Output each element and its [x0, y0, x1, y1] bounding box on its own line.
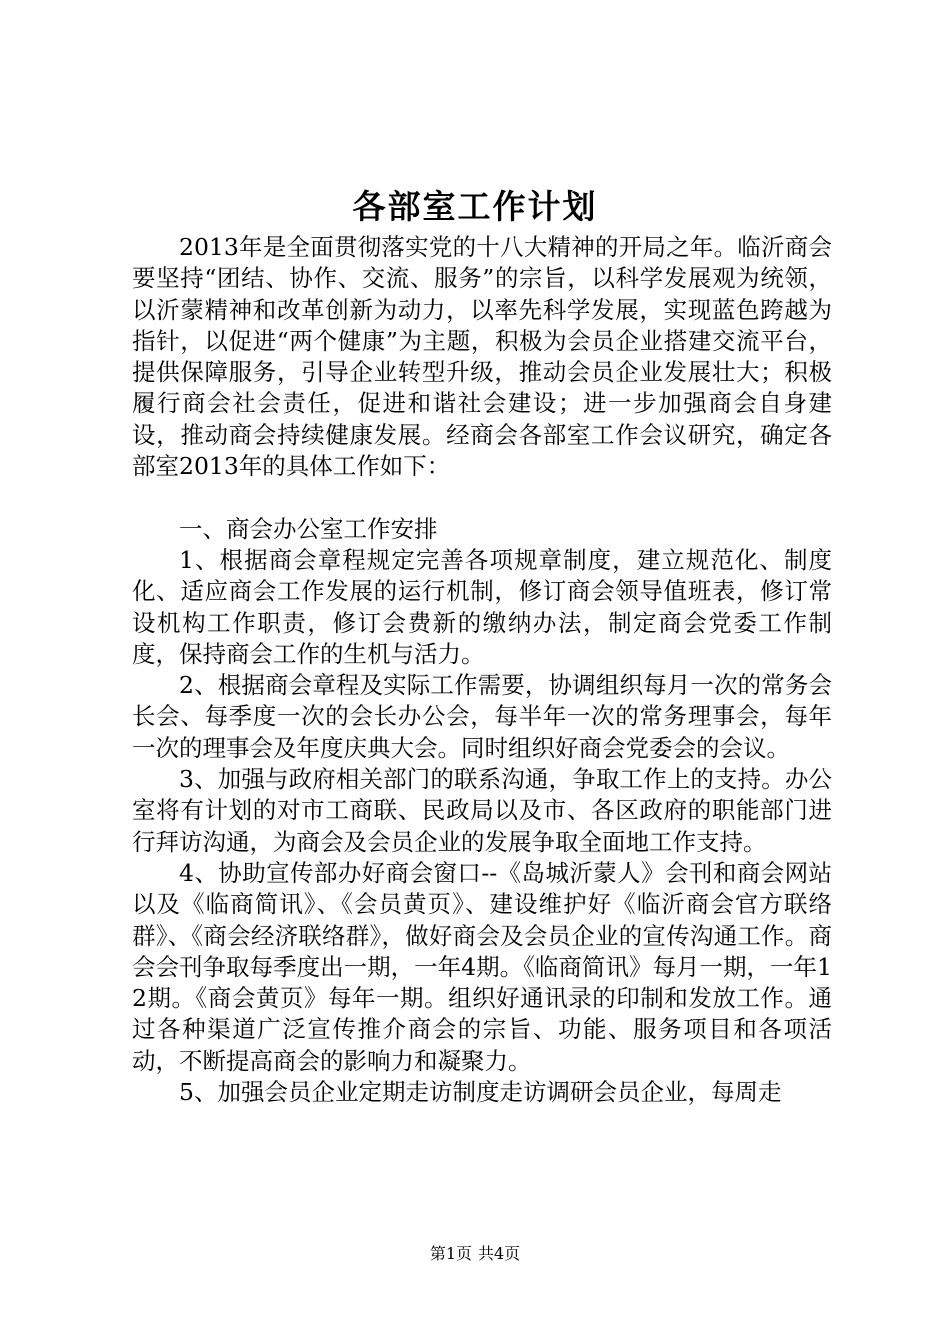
list-item-4: 4、协助宣传部办好商会窗口--《岛城沂蒙人》会刊和商会网站以及《临商简讯》、《会员黄页》、建设维护好《临沂商会官方联络群》、《商会经济联络群》，做好商会及会员企业的宣传沟通工作。商会会刊争取每季度出一期，一年4期。《临商简讯》每月一期，一年12期。《商会黄页》每年一期。组织好通讯录的印制和发放工作。通过各种渠道广泛宣传推介商会的宗旨、功能、服务项目和各项活动，不断提高商会的影响力和凝聚力。 [132, 858, 832, 1075]
list-item-3: 3、加强与政府相关部门的联系沟通，争取工作上的支持。办公室将有计划的对市工商联、民政局以及市、各区政府的职能部门进行拜访沟通，为商会及会员企业的发展争取全面地工作支持。 [132, 765, 832, 856]
list-item-2: 2、根据商会章程及实际工作需要，协调组织每月一次的常务会长会、每季度一次的会长办公会，每半年一次的常务理事会，每年一次的理事会及年度庆典大会。同时组织好商会党委会的会议。 [132, 671, 832, 762]
section-heading-office: 一、商会办公室工作安排 [179, 514, 438, 543]
list-item-1: 1、根据商会章程规定完善各项规章制度，建立规范化、制度化、适应商会工作发展的运行机制，修订商会领导值班表，修订常设机构工作职责，修订会费新的缴纳办法，制定商会党委工作制度，保持商会工作的生机与活力。 [132, 545, 832, 668]
list-item-5: 5、加强会员企业定期走访制度走访调研会员企业，每周走 [179, 1078, 782, 1107]
page-footer [0, 1244, 950, 1264]
page-total: 共4页 [478, 1244, 521, 1263]
page-number: 第1页 [429, 1244, 472, 1263]
document-body [132, 232, 832, 1108]
intro-paragraph: 2013年是全面贯彻落实党的十八大精神的开局之年。临沂商会要坚持“团结、协作、交流、服务”的宗旨，以科学发展观为统领，以沂蒙精神和改革创新为动力，以率先科学发展，实现蓝色跨越为指针，以促进“两个健康”为主题，积极为会员企业搭建交流平台，提供保障服务，引导企业转型升级，推动会员企业发展壮大；积极履行商会社会责任，促进和谐社会建设；进一步加强商会自身建设，推动商会持续健康发展。经商会各部室工作会议研究，确定各部室2013年的具体工作如下： [132, 233, 832, 481]
document-title: 各部室工作计划 [352, 187, 598, 226]
